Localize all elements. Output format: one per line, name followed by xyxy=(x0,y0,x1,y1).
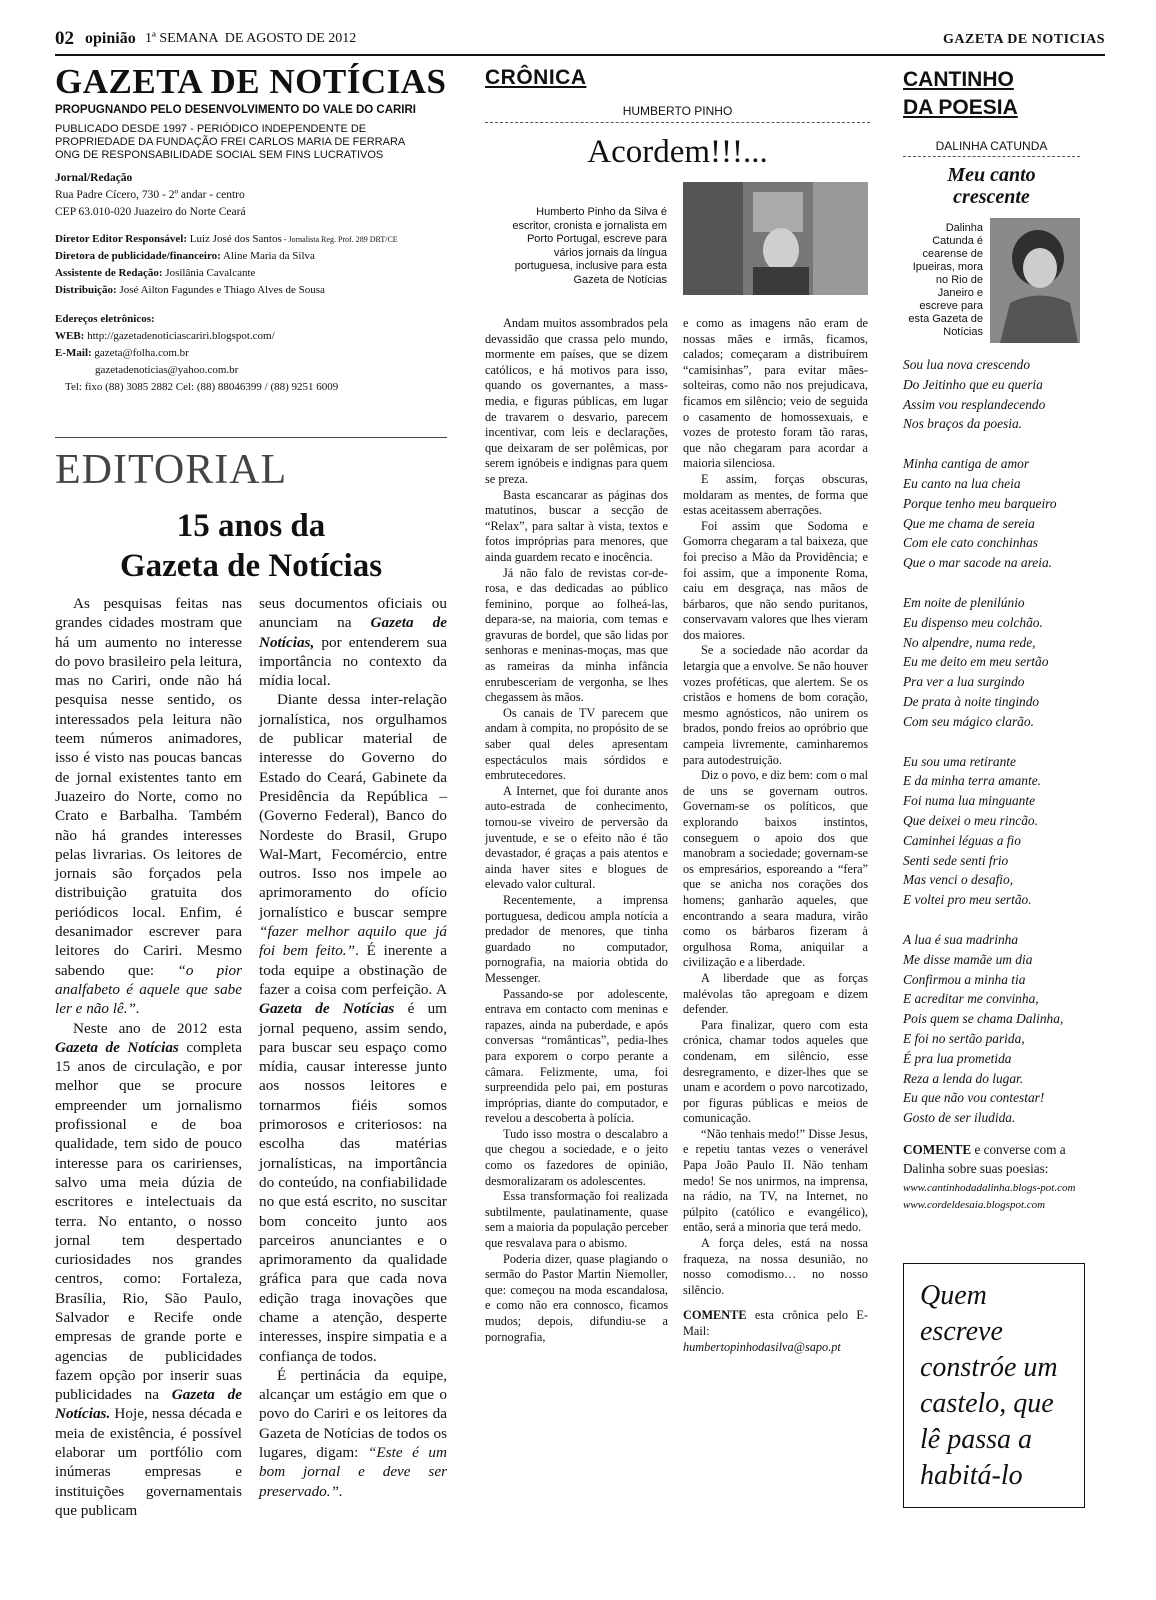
masthead-divider xyxy=(55,437,447,438)
paragraph: Já não falo de revistas cor-de-rosa, e das dedicadas ao público feminino, porque ao folheá-las, depara-se, na maioria, com temas e gravuras de bordel, que são lidas por senhoras e meninas-moças, mas que as rameiras da minha infância enrubesceriam de vergonha, se lhes chegassem às mãos. xyxy=(485,565,668,705)
web-link[interactable]: http://gazetadenoticiascariri.blogspot.com/ xyxy=(87,330,275,342)
poesia-link[interactable]: www.cordeldesaia.blogspot.com xyxy=(903,1199,1046,1211)
poem-body xyxy=(903,355,1088,1128)
staff-row: Diretora de publicidade/financeiro: Aline Maria da Silva xyxy=(55,250,315,262)
stanza: Em noite de plenilúnio Eu dispenso meu colchão. No alpendre, numa rede, Eu me deito em meu sertão Pra ver a lua surgindo De prata à noite tingindo Com seu mágico clarão. xyxy=(903,594,1049,729)
stanza: Minha cantiga de amor Eu canto na lua cheia Porque tenho meu barqueiro Que me chama de sereia Com ele cato conchinhas Que o mar sacode na areia. xyxy=(903,456,1057,571)
paragraph: E assim, forças obscuras, moldaram as mentes, de forma que estas aceitassem aberrações. xyxy=(683,471,868,518)
cronica-title: Acordem!!!... xyxy=(587,134,768,170)
page-header xyxy=(55,26,1105,56)
quote-box: Quem escreve constróe um castelo, que lê passa a habitá-lo xyxy=(903,1263,1085,1508)
paragraph: Passando-se por adolescente, entrava em contacto com meninas e rapazes, ainda na puberdade, e após conversas “românticas”, pedia-lhes para exporem o corpo perante a câmara. Felizmente, uma, foi surpreendida pelo pai, em posturas impróprias, diante do computador, e revelou a descoberta à polícia. xyxy=(485,986,668,1126)
cronica-author-bio: Humberto Pinho da Silva é escritor, cronista e jornalista em Porto Portugal, escreve para vários jornais da língua portuguesa, inclusive para esta Gazeta de Notícias xyxy=(512,206,667,286)
editorial-title: 15 anos da Gazeta de Notícias xyxy=(119,508,383,584)
header-paper-name: GAZETA DE NOTICIAS xyxy=(942,32,1105,47)
masthead-slogan: PROPUGNANDO PELO DESENVOLVIMENTO DO VALE DO CARIRI xyxy=(55,104,417,116)
poem-title: Meu canto crescente xyxy=(947,164,1036,208)
paragraph: A liberdade que as forças malévolas tão apregoam e dizem defender. xyxy=(683,970,868,1017)
poet-photo xyxy=(990,218,1080,343)
paragraph: Para finalizar, quero com esta crónica, chamar todos aqueles que condenam, em silêncio, esse desregramento, e dizer-lhes que se unam e acordem o povo narcotizado, por figuras públicas e meios de comunicação. xyxy=(683,1017,868,1126)
masthead-description xyxy=(55,123,447,162)
author-photo-illustration xyxy=(683,182,868,295)
description-line: PUBLICADO DESDE 1997 - PERIÓDICO INDEPENDENTE DE xyxy=(55,123,367,135)
editorial-heading: EDITORIAL xyxy=(55,447,288,493)
paragraph: Diz o povo, e diz bem: com o mal de uns se governam outros. Governam-se os políticos, que explorando baixos instintos, conseguem o apoio dos que manobram a sociedade; governam-se os empresários, esporeando a “fera” que se anicha nos corações dos homens; ganharão aqueles, que encontrando a seara madura, virão como os bárbaros fizeram à orgulhosa Roma, aniquilar a civilização e a liberdade. xyxy=(683,768,868,970)
paragraph: Recentemente, a imprensa portuguesa, dedicou ampla notícia a predador de menores, que tinha guardado no computador, pornografia, na maioria obtida do Messenger. xyxy=(485,892,668,985)
cronica-author: HUMBERTO PINHO xyxy=(622,104,733,118)
paragraph: “Não tenhais medo!” Disse Jesus, e repetiu tantas vezes o venerável Papa João Paulo II. Não tenham medo! Se nos unirmos, na imprensa, na rádio, na TV, na Internet, no púlpito (católico e evangélico), então, será a minoria que terá medo. xyxy=(683,1126,868,1235)
staff-row: Assistente de Redação: Josilânia Cavalcante xyxy=(55,267,256,279)
cronica-comment: COMENTE esta crônica pelo E-Mail: xyxy=(683,1308,868,1338)
staff-list xyxy=(55,231,447,299)
poesia-author-bio: Dalinha Catunda é cearense de Ipueiras, mora no Rio de Janeiro e escreve para esta Gazeta de Notícias xyxy=(908,222,983,338)
paragraph: Basta escancarar as páginas dos matutinos, buscar a secção de “Relax”, para saltar à vista, textos e fotos impróprias para menores, que ainda guardem recato e inocência. xyxy=(485,487,668,564)
cronica-heading: CRÔNICA xyxy=(485,66,587,89)
page-number: 02 xyxy=(55,28,74,49)
paragraph: A Internet, que foi durante anos auto-estrada de conhecimento, tornou-se viveiro de perversão da juventude, e se o efeito não é tão devastador, é graças a pais atentos e ainda haver sites e blogues de elevado valor cultural. xyxy=(485,783,668,892)
phone-numbers: Tel: fixo (88) 3085 2882 Cel: (88) 88046399 / (88) 9251 6009 xyxy=(65,381,339,393)
paragraph: Tudo isso mostra o descalabro a que chegou a sociedade, e o jeito como os fazedores de opinião, desmoralizaram os adolescentes. xyxy=(485,1126,668,1188)
paragraph: Foi assim que Sodoma e Gomorra chegaram a tal baixeza, que foi preciso a Mão da Providência; e foi assim, que a imponente Roma, caiu em desgraça, nas mãos de bárbaros, que não sendo puritanos, conservavam valores que lhes vieram dos maiores. xyxy=(683,518,868,642)
staff-row: Distribuição: José Ailton Fagundes e Thiago Alves de Sousa xyxy=(55,284,325,296)
editorial-column-2: seus documentos oficiais ou anunciam na Gazeta de Notícias, por entenderem sua importância no contexto da mídia local. Diante dessa inter-relação jornalística, nos orgulhamos de publicar material de interesse do Governo do Estado do Ceará, Gabinete da Presidência da República – (Governo Federal), Banco do Nordeste do Brasil, Grupo Wal-Mart, Fecomércio, entre outros. Isso nos impele ao aprimoramento do ofício jornalístico e buscar sempre “fazer melhor aquilo que já foi bem feito.”. É inerente a toda equipe a obstinação de fazer a coisa com perfeição. A Gazeta de Notícias é um jornal pequeno, assim sendo, para buscar seu espaço como mídia, causar interesse junto aos nossos leitores e tornarmos fiéis somos primorosos e criteriosos: na escolha das matérias jornalísticas, na importância do conteúdo, na confiabilidade no que está escrito, no suscitar bom conceito junto aos parceiros anunciantes e o aprimoramento da qualidade gráfica para que cada nova edição traga inovações que chame a atenção, desperte interesses, inspire simpatia e a confiança de todos. É pertinácia da equipe, alcançar um estágio em que o povo do Cariri e os leitores da Gazeta de Notícias de todos os lugares, digam: “Este é um bom jornal e deve ser preservado.”. xyxy=(259,595,447,1500)
cronica-column-2 xyxy=(683,316,868,1355)
poesia-heading: CANTINHO DA POESIA xyxy=(903,68,1018,119)
email-link[interactable]: gazeta@folha.com.br xyxy=(94,347,189,359)
cronica-column-1 xyxy=(485,316,668,1345)
poesia-link[interactable]: www.cantinhodadalinha.blogs-pot.com xyxy=(903,1182,1076,1194)
author-photo xyxy=(683,182,868,295)
poesia-author-divider xyxy=(903,156,1080,157)
poesia-author: DALINHA CATUNDA xyxy=(935,139,1048,153)
author-divider xyxy=(485,122,870,123)
redacao-label: Jornal/Redação xyxy=(55,172,133,184)
contacts: Edereços eletrônicos: WEB: http://gazetadenoticiascariri.blogspot.com/ E-Mail: gazeta@folha.com.br gazetadenoticias@yahoo.com.br Tel: fixo (88) 3085 2882 Cel: (88) 88046399 / (88) 9251 6009 xyxy=(55,311,447,396)
paragraph: Essa transformação foi realizada subtilmente, paulatinamente, quase sem a maioria da população perceber que resvalava para o abismo. xyxy=(485,1189,668,1251)
address-line: CEP 63.010-020 Juazeiro do Norte Ceará xyxy=(55,206,246,218)
paragraph: Se a sociedade não acordar da letargia que a envolve. Se não houver vozes proféticas, que alertem. Se os cristãos e homens de bom coração, mesmo agnósticos, não unirem os brados, pondo freios ao opróbrio que campeia livremente, caminharemos para autodestruição. xyxy=(683,643,868,767)
masthead-title: GAZETA DE NOTÍCIAS xyxy=(55,62,447,101)
description-line: PROPRIEDADE DA FUNDAÇÃO FREI CARLOS MARIA DE FERRARA xyxy=(55,136,406,148)
paragraph: Poderia dizer, quase plagiando o sermão do Pastor Martin Niemoller, que: começou na moda escandalosa, e como não era connosco, ficamos mudos; depois, difundiu-se a pornografia, xyxy=(485,1251,668,1344)
section-label: opinião xyxy=(85,30,136,47)
paragraph: Andam muitos assombrados pela devassidão que crassa pelo mundo, mormente em países, que se dizem católicos, e há motivos para isso, quando os governantes, a mass-media, e figuras públicas, em lugar de travarem o desvario, parecem incentivar, com leis e declarações, que deixaram de ser polêmicas, por serem ignóbeis e indignas para quem se preza. xyxy=(485,316,668,486)
cronica-comment-email[interactable]: humbertopinhodasilva@sapo.pt xyxy=(683,1339,841,1354)
poet-photo-illustration xyxy=(990,218,1080,343)
editorial-column-1: As pesquisas feitas nas grandes cidades mostram que há um aumento no interesse do povo brasileiro pela leitura, mas no Cariri, onde não há pesquisa nesse sentido, os interessados pela leitura não teem números animadores, isso é visto nas poucas bancas de jornal existentes tanto em Juazeiro do Norte, como no Crato e Barbalha. Também não há grandes interesses pelas livrarias. Os leitores de jornais são forçados pela distribuição gratuita dos periódicos local. Enfim, é desanimador escrever para leitores do Cariri. Mesmo sabendo que: “o pior analfabeto é aquele que sabe ler e não lê.”. Neste ano de 2012 esta Gazeta de Notícias completa 15 anos de circulação, e por melhor que se procure empreender um jornalismo profissional e de boa qualidade, tem sido de pouco interesse para os caririenses, salvo uma meia dúzia de escritores e intelectuais da terra. No entanto, o nosso jornal tem despertado curiosidades nos grandes centros, como: Fortaleza, Brasília, Rio, São Paulo, Salvador e Recife onde empresas de grande porte e agencias de publicidades fazem opção por inserir suas publicidades na Gazeta de Notícias. Hoje, nessa década e meia de existência, é possível elaborar um portfólio com inúmeras empresas e instituições governamentais que publicam xyxy=(55,595,243,1519)
paragraph: Os canais de TV parecem que andam à compita, no propósito de se saber qual deles apresentam espectáculos mais sórdidos e embrutecedores. xyxy=(485,705,668,783)
masthead xyxy=(55,62,447,396)
email-link[interactable]: gazetadenoticias@yahoo.com.br xyxy=(95,364,239,376)
stanza: Eu sou uma retirante E da minha terra amante. Foi numa lua minguante Que deixei o meu rincão. Caminhei léguas a fio Senti sede senti frio Mas venci o desafio, E voltei pro meu sertão. xyxy=(903,753,1041,908)
address-line: Rua Padre Cícero, 730 - 2º andar - centro xyxy=(55,189,245,201)
paragraph: A força deles, está na nossa fraqueza, na nossa desunião, no nosso comodismo… no nosso silêncio. xyxy=(683,1236,868,1297)
poesia-comment: COMENTE e converse com a Dalinha sobre suas poesias: www.cantinhodadalinha.blogs-pot.com www.cordeldesaia.blogspot.com xyxy=(903,1140,1083,1214)
contacts-label: Edereços eletrônicos: xyxy=(55,313,155,325)
paragraph: e como as imagens não eram de nossas mães e irmãs, ficamos, calados; começaram a distribuírem “camisinhas”, para evitar mães-solteiras, como não nos prejudicava, ficamos em silêncio; veio de seguida o casamento de homossexuais, e vozes de protesto foram tão raras, que não chegaram para acordar a maioria silenciosa. xyxy=(683,316,868,471)
staff-row: Diretor Editor Responsável: Luiz José dos Santos - Jornalista Reg. Prof. 289 DRT/CE xyxy=(55,233,398,245)
stanza: Sou lua nova crescendo Do Jeitinho que eu queria Assim vou resplandecendo Nos braços da poesia. xyxy=(903,357,1046,432)
edition-date: 1ª SEMANA DE AGOSTO DE 2012 xyxy=(145,31,357,46)
stanza: A lua é sua madrinha Me disse mamãe um dia Confirmou a minha tia E acreditar me convinha, Pois quem se chama Dalinha, E foi no sertão parida, É pra lua prometida Reza a lenda do lugar. Eu que não vou contestar! Gosto de ser iludida. xyxy=(903,931,1064,1126)
description-line: ONG DE RESPONSABILIDADE SOCIAL SEM FINS LUCRATIVOS xyxy=(55,149,384,161)
